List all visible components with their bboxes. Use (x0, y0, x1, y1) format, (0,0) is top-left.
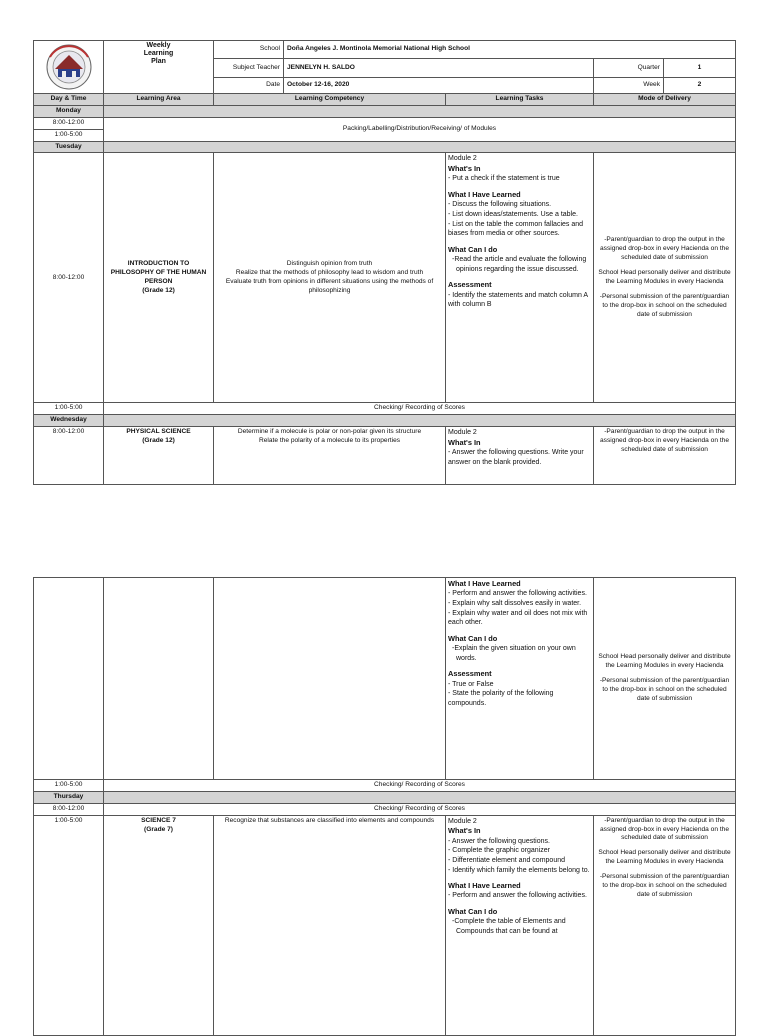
time-slot: 1:00-5:00 (34, 403, 104, 415)
teacher-value: JENNELYN H. SALDO (284, 59, 594, 77)
task-item: - List down ideas/statements. Use a table. (448, 210, 578, 218)
time-slot: 8:00-12:00 (34, 803, 104, 815)
col-learning-competency: Learning Competency (214, 94, 446, 106)
task-item: - Explain why salt dissolves easily in water. (448, 599, 582, 607)
checking-note: Checking/ Recording of Scores (104, 403, 736, 415)
task-item: - Complete the graphic organizer (448, 847, 550, 855)
mode-item: -Parent/guardian to drop the output in the assigned drop-box in every Hacienda on the scheduled date of submission (599, 816, 730, 842)
task-item: - Perform and answer the following activities. (448, 590, 587, 598)
monday-note: Packing/Labelling/Distribution/Receiving/ of Modules (104, 117, 736, 141)
task-item: - Answer the following questions. Write your answer on the blank provided. (448, 449, 584, 466)
mode-item: -Parent/guardian to drop the output in the assigned drop-box in every Hacienda on the scheduled date of submission (599, 428, 730, 454)
learning-tasks (446, 578, 594, 780)
learning-competency: Distinguish opinion from truth Realize that the methods of philosophy lead to wisdom and truth Evaluate truth from opinions in different situations using the methods of philosophizing (214, 153, 446, 403)
day-monday: Monday (34, 105, 104, 117)
date-value: October 12-16, 2020 (284, 77, 594, 93)
col-learning-tasks: Learning Tasks (446, 94, 594, 106)
day-tuesday: Tuesday (34, 141, 104, 153)
learning-competency: Determine if a molecule is polar or non-polar given its structure Relate the polarity of a molecule to its properties (214, 427, 446, 485)
col-learning-area: Learning Area (104, 94, 214, 106)
task-item: - List on the table the common fallacies and biases from media or other sources. (448, 220, 584, 238)
task-item: -Explain the given situation on your own words. (452, 645, 576, 662)
mode-of-delivery (594, 427, 736, 485)
time-slot: 8:00-12:00 (34, 153, 104, 403)
mode-item: -Personal submission of the parent/guardian to the drop-box in school on the scheduled date of submission (599, 292, 730, 318)
task-item: -Complete the table of Elements and Compounds that can be found at (452, 918, 566, 935)
date-label: Date (214, 77, 284, 93)
task-item: - Identify which family the elements belong to. (448, 866, 590, 874)
section-heading: Assessment (448, 669, 492, 679)
mode-item: School Head personally deliver and distribute the Learning Modules in every Hacienda (598, 653, 731, 670)
task-item: - State the polarity of the following compounds. (448, 690, 554, 707)
section-heading: What I Have Learned (448, 189, 521, 199)
section-heading: What Can I do (448, 907, 498, 917)
time-slot: 1:00-5:00 (34, 780, 104, 792)
mode-item: School Head personally deliver and distribute the Learning Modules in every Hacienda (598, 269, 731, 285)
section-heading: What I Have Learned (448, 579, 521, 588)
module-label: Module 2 (448, 155, 477, 163)
module-label: Module 2 (448, 429, 477, 437)
learning-tasks (446, 815, 594, 1035)
day-thursday: Thursday (34, 791, 104, 803)
learning-plan-table-page-2 (33, 577, 736, 1036)
task-item: - Identify the statements and match column A with column B (448, 291, 588, 309)
time-slot: 1:00-5:00 (34, 129, 104, 141)
school-label: School (214, 41, 284, 59)
mode-item: -Personal submission of the parent/guardian to the drop-box in school on the scheduled date of submission (599, 677, 730, 702)
mode-item: School Head personally deliver and distribute the Learning Modules in every Hacienda (598, 849, 731, 866)
task-item: -Read the article and evaluate the following opinions regarding the issue discussed. (452, 256, 587, 273)
learning-tasks (446, 427, 594, 485)
task-item: - Explain why water and oil does not mix with each other. (448, 609, 588, 627)
task-item: - True or False (448, 680, 494, 688)
task-item: - Perform and answer the following activities. (448, 892, 587, 900)
learning-tasks (446, 153, 594, 403)
time-slot: 8:00-12:00 (34, 117, 104, 129)
school-logo (34, 41, 104, 94)
learning-plan-table-page-1 (33, 40, 736, 485)
week-value: 2 (664, 77, 736, 93)
school-value: Doña Angeles J. Montinola Memorial National High School (284, 41, 736, 59)
section-heading: What's In (448, 437, 481, 447)
section-heading: What I Have Learned (448, 881, 521, 891)
task-item: - Differentiate element and compound (448, 856, 565, 864)
learning-area: SCIENCE 7 (Grade 7) (104, 815, 214, 1035)
mode-of-delivery (594, 153, 736, 403)
task-item: - Answer the following questions. (448, 837, 550, 845)
checking-note: Checking/ Recording of Scores (104, 780, 736, 792)
section-heading: Assessment (448, 280, 492, 290)
mode-of-delivery (594, 815, 736, 1035)
quarter-value: 1 (664, 59, 736, 77)
teacher-label: Subject Teacher (214, 59, 284, 77)
col-mode-of-delivery: Mode of Delivery (594, 94, 736, 106)
plan-title: Weekly Learning Plan (104, 41, 214, 94)
quarter-label: Quarter (594, 59, 664, 77)
section-heading: What's In (448, 826, 481, 836)
mode-item: -Personal submission of the parent/guardian to the drop-box in school on the scheduled date of submission (599, 873, 730, 898)
module-label: Module 2 (448, 817, 477, 825)
learning-area: PHYSICAL SCIENCE (Grade 12) (104, 427, 214, 485)
week-label: Week (594, 77, 664, 93)
section-heading: What Can I do (448, 244, 498, 254)
school-seal-icon (40, 43, 98, 91)
task-item: - Put a check if the statement is true (448, 175, 560, 183)
section-heading: What's In (448, 164, 481, 174)
section-heading: What Can I do (448, 633, 498, 643)
time-slot: 8:00-12:00 (34, 427, 104, 485)
checking-note: Checking/ Recording of Scores (104, 803, 736, 815)
mode-item: -Parent/guardian to drop the output in the assigned drop-box in every Hacienda on the scheduled date of submission (599, 236, 730, 262)
mode-of-delivery (594, 578, 736, 780)
learning-area: INTRODUCTION TO PHILOSOPHY OF THE HUMAN PERSON (Grade 12) (104, 153, 214, 403)
day-wednesday: Wednesday (34, 415, 104, 427)
time-slot: 1:00-5:00 (34, 815, 104, 1035)
col-day-time: Day & Time (34, 94, 104, 106)
learning-competency: Recognize that substances are classified into elements and compounds (214, 815, 446, 1035)
task-item: - Discuss the following situations. (448, 201, 552, 209)
